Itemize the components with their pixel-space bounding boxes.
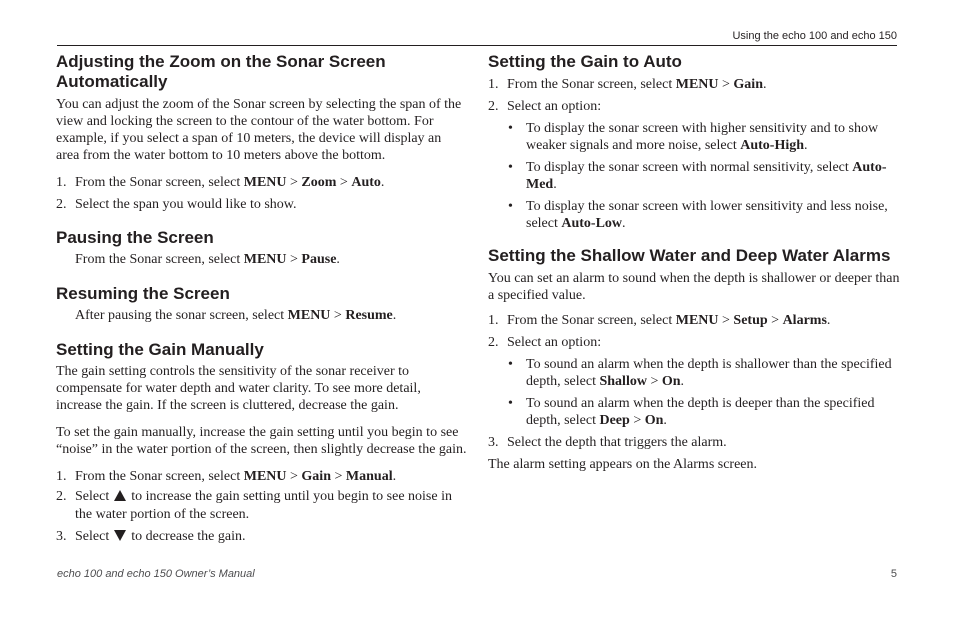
alarms-heading: Setting the Shallow Water and Deep Water Alarms — [488, 246, 891, 265]
gain-auto-options — [488, 120, 900, 232]
gain-auto-steps — [488, 76, 900, 115]
footer-page-number: 5 — [890, 568, 897, 580]
zoom-section — [56, 52, 468, 213]
alarms-intro: You can set an alarm to sound when the depth is shallower or deeper than a specified value. — [488, 271, 900, 303]
gain-manual-heading: Setting the Gain Manually — [56, 340, 264, 359]
menu-command: MENU — [243, 175, 287, 190]
zoom-heading: Adjusting the Zoom on the Sonar Screen Automatically — [56, 52, 386, 91]
zoom-steps — [56, 174, 468, 213]
alarms-step-2: 2. Select an option: — [488, 335, 602, 350]
resume-text: After pausing the sonar screen, select MENU > Resume. — [75, 308, 397, 323]
alarms-step-1: 1. From the Sonar screen, select MENU > Setup > Alarms. — [488, 313, 831, 328]
zoom-step-2: 2. Select the span you would like to show. — [56, 197, 297, 212]
pause-section — [56, 228, 468, 268]
gain-manual-section — [56, 340, 468, 545]
down-arrow-icon — [114, 530, 126, 541]
pause-text: From the Sonar screen, select MENU > Pause. — [75, 252, 340, 267]
gain-auto-option-low: • To display the sonar screen with lower sensitivity and less noise, select Auto-Low. — [508, 199, 888, 231]
right-column — [488, 52, 900, 473]
footer-manual-title: echo 100 and echo 150 Owner’s Manual — [57, 568, 255, 580]
zoom-intro: You can adjust the zoom of the Sonar screen by selecting the span of the view and locking the screen to the contour of the water bottom. For example, if you select a span of 10 meters, the device will display an area from the water bottom to 10 meters above the bottom. — [56, 97, 462, 163]
gain-auto-option-high: • To display the sonar screen with higher sensitivity and to show weaker signals and more noise, select Auto-High. — [508, 121, 879, 153]
zoom-step-1: 1. From the Sonar screen, select MENU > Zoom > Auto. — [56, 175, 385, 190]
gain-auto-step-1: 1. From the Sonar screen, select MENU > Gain. — [488, 77, 767, 92]
auto-command: Auto — [351, 175, 381, 190]
gain-manual-step-2: 2. Select to increase the gain setting until you begin to see noise in the water portion of the screen. — [56, 489, 452, 522]
resume-section — [56, 284, 468, 324]
alarms-steps — [488, 312, 900, 351]
gain-manual-step-3: 3. Select to decrease the gain. — [56, 529, 246, 544]
gain-auto-option-med: • To display the sonar screen with normal sensitivity, select Auto-Med. — [508, 160, 887, 192]
running-head: Using the echo 100 and echo 150 — [732, 30, 897, 42]
gain-auto-step-2: 2. Select an option: — [488, 99, 602, 114]
gain-manual-steps — [56, 468, 468, 545]
alarms-option-deep: • To sound an alarm when the depth is deeper than the specified depth, select Deep > On. — [508, 396, 875, 428]
alarms-step-3: 3. Select the depth that triggers the alarm. — [488, 435, 727, 450]
zoom-command: Zoom — [301, 175, 337, 190]
header-rule — [57, 45, 897, 46]
alarms-steps-cont — [488, 434, 900, 451]
resume-heading: Resuming the Screen — [56, 284, 230, 303]
gain-manual-step-1: 1. From the Sonar screen, select MENU > Gain > Manual. — [56, 469, 397, 484]
gain-auto-section — [488, 52, 900, 232]
gain-manual-para-2: To set the gain manually, increase the gain setting until you begin to see “noise” in the water portion of the screen, then slightly decrease the gain. — [56, 425, 467, 457]
alarms-option-shallow: • To sound an alarm when the depth is shallower than the specified depth, select Shallow > On. — [508, 357, 892, 389]
gain-auto-heading: Setting the Gain to Auto — [488, 52, 682, 71]
up-arrow-icon — [114, 490, 126, 501]
gain-manual-para-1: The gain setting controls the sensitivity of the sonar receiver to compensate for water depth and water clarity. To see more detail, increase the gain. If the screen is cluttered, decrease the gain. — [56, 364, 421, 413]
alarms-outro: The alarm setting appears on the Alarms screen. — [488, 457, 758, 472]
pause-heading: Pausing the Screen — [56, 228, 214, 247]
alarms-options — [488, 356, 900, 429]
alarms-section — [488, 246, 900, 473]
left-column — [56, 52, 468, 545]
